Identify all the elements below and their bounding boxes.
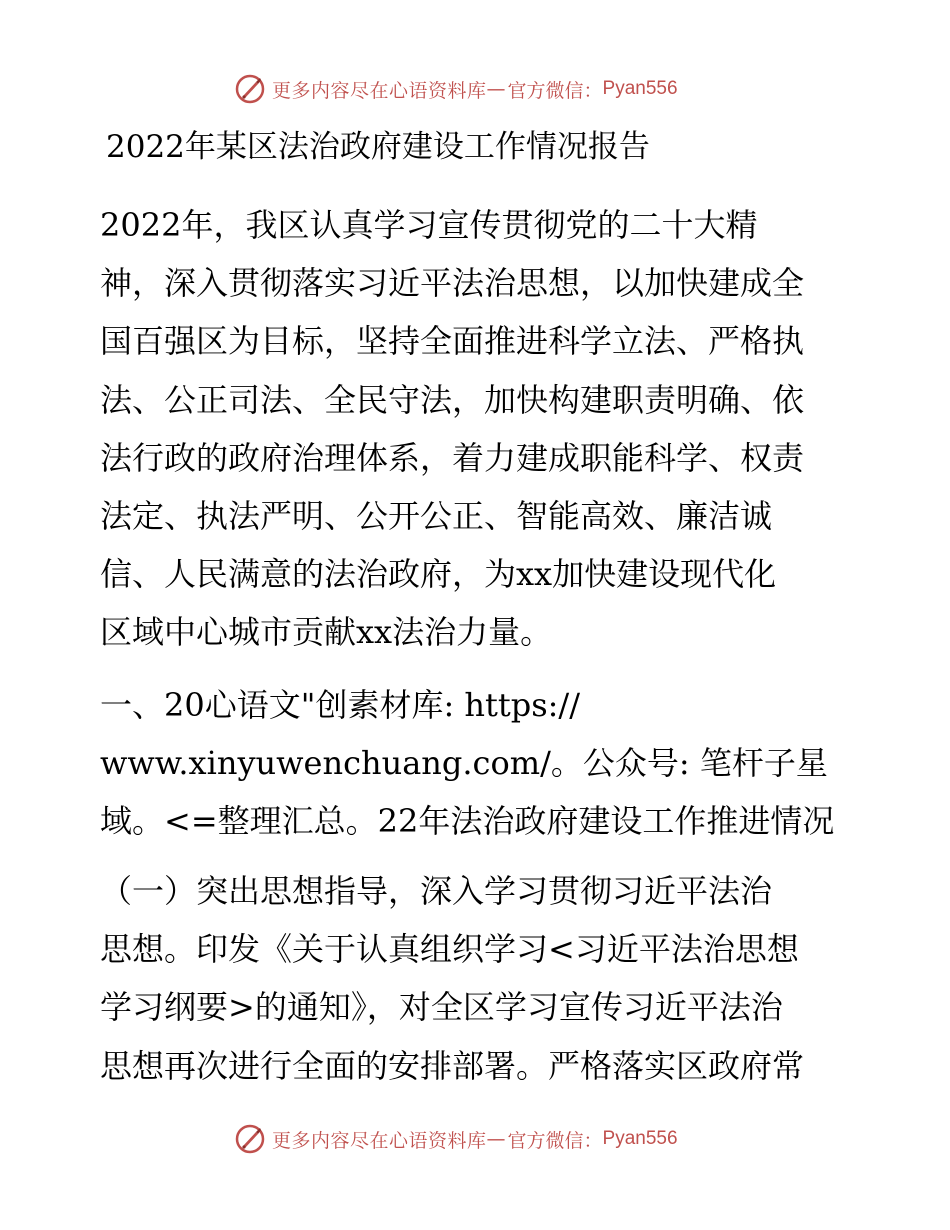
paragraph-subsection-one — [100, 862, 860, 1095]
quill-pen-logo-icon — [234, 73, 266, 105]
text-line: 法行政的政府治理体系，着力建成职能科学、权责 — [100, 438, 805, 477]
banner-wechat-id: Pyan556 — [602, 78, 678, 99]
paragraph-intro — [100, 196, 860, 662]
text-line: 区域中心城市贡献xx法治力量。 — [100, 613, 553, 652]
text-line: 2022年，我区认真学习宣传贯彻党的二十大精 — [100, 206, 758, 244]
text-line: 国百强区为目标，坚持全面推进科学立法、严格执 — [100, 322, 805, 361]
text-line: （一）突出思想指导，深入学习贯彻习近平法治 — [100, 872, 773, 910]
text-line: 学习纲要>的通知》，对全区学习宣传习近平法治 — [100, 988, 783, 1027]
banner-official-label: 官方微信： — [507, 1129, 603, 1152]
text-line: 法、公正司法、全民守法，加快构建职责明确、依 — [100, 380, 805, 419]
banner-brand-text: 更多内容尽在心语资料库 — [272, 79, 487, 102]
header-banner — [234, 72, 734, 106]
banner-wechat-id: Pyan556 — [602, 1128, 678, 1149]
text-line: 信、人民满意的法治政府，为xx加快建设现代化 — [100, 555, 777, 594]
text-line: 域。<=整理汇总。22年法治政府建设工作推进情况 — [100, 802, 835, 841]
footer-banner — [234, 1122, 734, 1156]
text-line: 神，深入贯彻落实习近平法治思想，以加快建成全 — [100, 264, 805, 303]
text-line: 一、20心语文"创素材库: https:// — [100, 686, 580, 724]
banner-official-label: 官方微信： — [507, 79, 603, 102]
document-title: 2022年某区法治政府建设工作情况报告 — [106, 129, 650, 165]
text-line: 法定、执法严明、公开公正、智能高效、廉洁诚 — [100, 497, 773, 536]
paragraph-section-heading — [100, 676, 860, 851]
banner-brand-text: 更多内容尽在心语资料库 — [272, 1129, 487, 1152]
text-line: www.xinyuwenchuang.com/。公众号: 笔杆子星 — [100, 744, 828, 783]
text-line: 思想。印发《关于认真组织学习<习近平法治思想 — [100, 930, 799, 969]
banner-separator: — — [486, 78, 506, 100]
banner-separator: — — [486, 1128, 506, 1150]
quill-pen-logo-icon — [234, 1123, 266, 1155]
text-line: 思想再次进行全面的安排部署。严格落实区政府常 — [100, 1046, 805, 1085]
